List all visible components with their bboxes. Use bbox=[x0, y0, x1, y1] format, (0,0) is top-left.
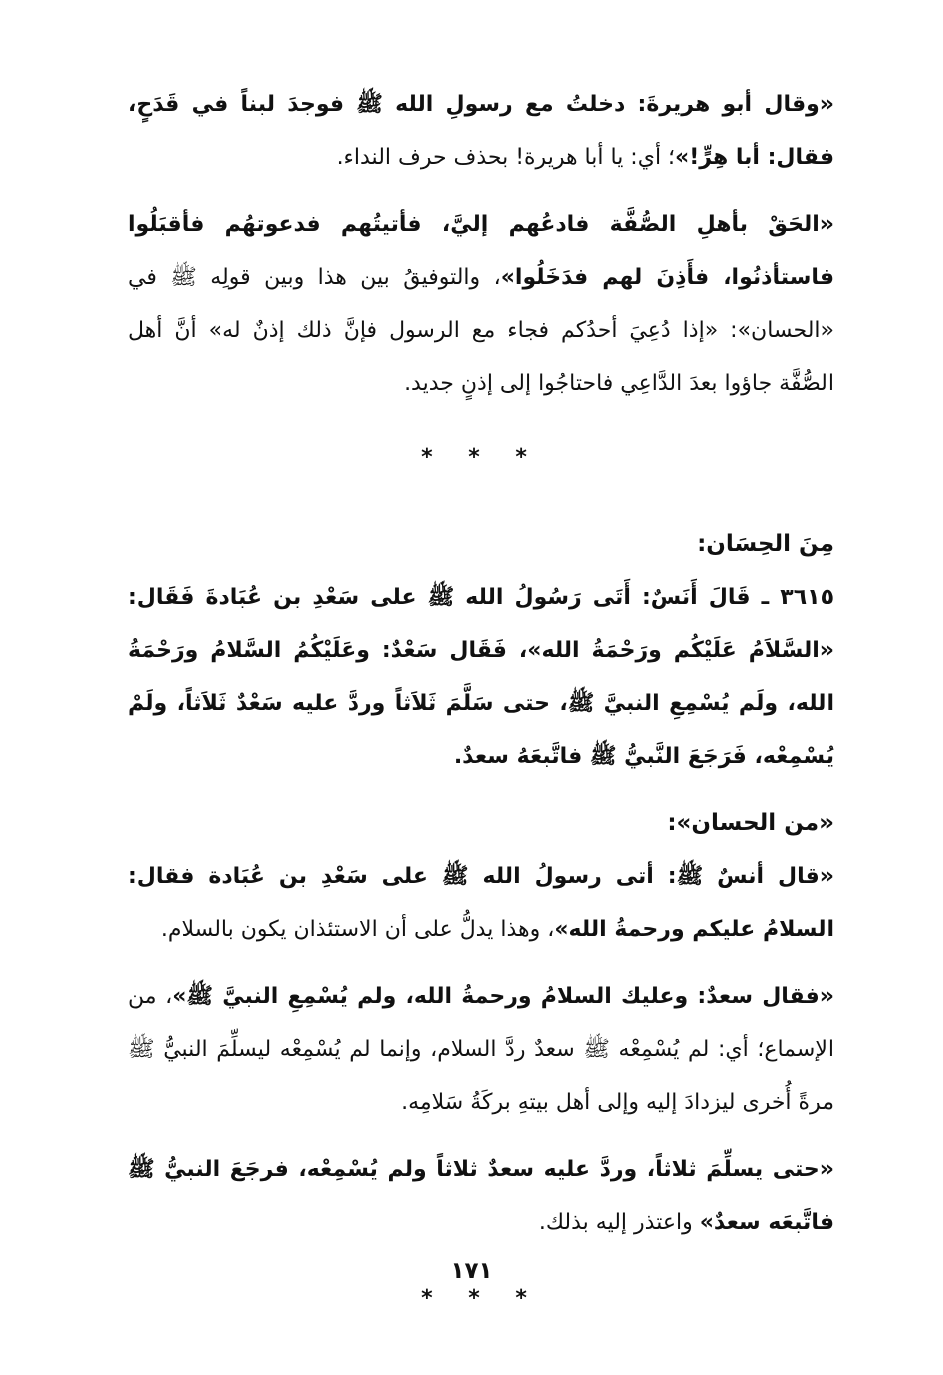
quoted-text: «حتى يسلِّمَ ثلاثاً، وردَّ عليه سعدٌ ثلاثاً ولم يُسْمِعْه، فرجَعَ النبيُّ ﷺ فاتَّبعَه سعدٌ» bbox=[128, 1157, 834, 1235]
commentary-text: ، وهذا يدلُّ على أن الاستئذان يكون بالسلام. bbox=[160, 917, 555, 942]
commentary-text: ؛ أي: يا أبا هريرة! بحذف حرف النداء. bbox=[336, 145, 676, 170]
section-separator: * * * bbox=[421, 445, 541, 470]
quoted-text: «وقال أبو هريرةَ: دخلتُ مع رسولِ الله ﷺ فوجدَ لبناً في قَدَحٍ، فقال: أبا هِرٍّ!» bbox=[128, 92, 834, 170]
quoted-text: «فقال سعدٌ: وعليك السلامُ ورحمةُ الله، ولم يُسْمِعِ النبيَّ ﷺ» bbox=[172, 984, 834, 1009]
section-heading: مِنَ الحِسَان: bbox=[697, 531, 834, 557]
quoted-text: «الحَقْ بأهلِ الصُّفَّة فادعُهم إليَّ، فأتيتُهم فدعوتهُم فأقبَلُوا فاستأذنُوا، فأَذِنَ لهم فدَخَلُوا» bbox=[128, 212, 834, 290]
quoted-text: «قال أنسٌ ﷺ: أتى رسولُ الله ﷺ على سَعْدِ بن عُبَادة فقال: السلامُ عليكم ورحمةُ الله» bbox=[128, 864, 834, 942]
commentary-text: ، والتوفيقُ بين هذا وبين قولِه ﷺ في «الحسان»: «إذا دُعِيَ أحدُكم فجاء مع الرسول فإنَّ ذلك إذنٌ له» أنَّ أهل الصُّفَّة جاؤوا بعدَ الدَّاعِي فاحتاجُوا إلى إذنٍ جديد. bbox=[128, 265, 834, 396]
page-number: ١٧١ bbox=[450, 1258, 493, 1284]
commentary-text: واعتذر إليه بذلك. bbox=[538, 1210, 700, 1235]
paragraph-saad-reply bbox=[128, 970, 834, 1129]
paragraph-abu-hurayra bbox=[128, 78, 834, 184]
commentary-text: ، من الإسماع؛ أي: لم يُسْمِعْه ﷺ سعدٌ ردَّ السلام، وإنما لم يُسْمِعْه ليسلِّمَ النبيُّ ﷺ مرةً أُخرى ليزدادَ إليه وإلى أهل بيتهِ بركَةُ سَلامِه. bbox=[128, 984, 834, 1115]
page-body bbox=[128, 78, 834, 1319]
section-separator: * * * bbox=[421, 1286, 541, 1311]
sub-heading: «من الحسان»: bbox=[667, 810, 834, 836]
paragraph-three-greetings bbox=[128, 1143, 834, 1249]
paragraph-ahl-al-suffa bbox=[128, 198, 834, 410]
hadith-text: ٣٦١٥ ـ قَالَ أَنَسٌ: أَتَى رَسُولُ الله ﷺ على سَعْدِ بن عُبَادةَ فَقَال: «السَّلاَمُ عَلَيْكُم ورَحْمَةُ الله»، فَقَال سَعْدٌ: وعَلَيْكُمُ السَّلامُ ورَحْمَةُ الله، ولَم يُسْمِعِ النبيَّ ﷺ، حتى سَلَّمَ ثَلاَثاً وردَّ عليه سَعْدٌ ثَلاَثاً، ولَمْ يُسْمِعْه، فَرَجَعَ النَّبيُّ ﷺ فاتَّبعَهُ سعدٌ. bbox=[128, 585, 834, 769]
paragraph-anas bbox=[128, 850, 834, 956]
